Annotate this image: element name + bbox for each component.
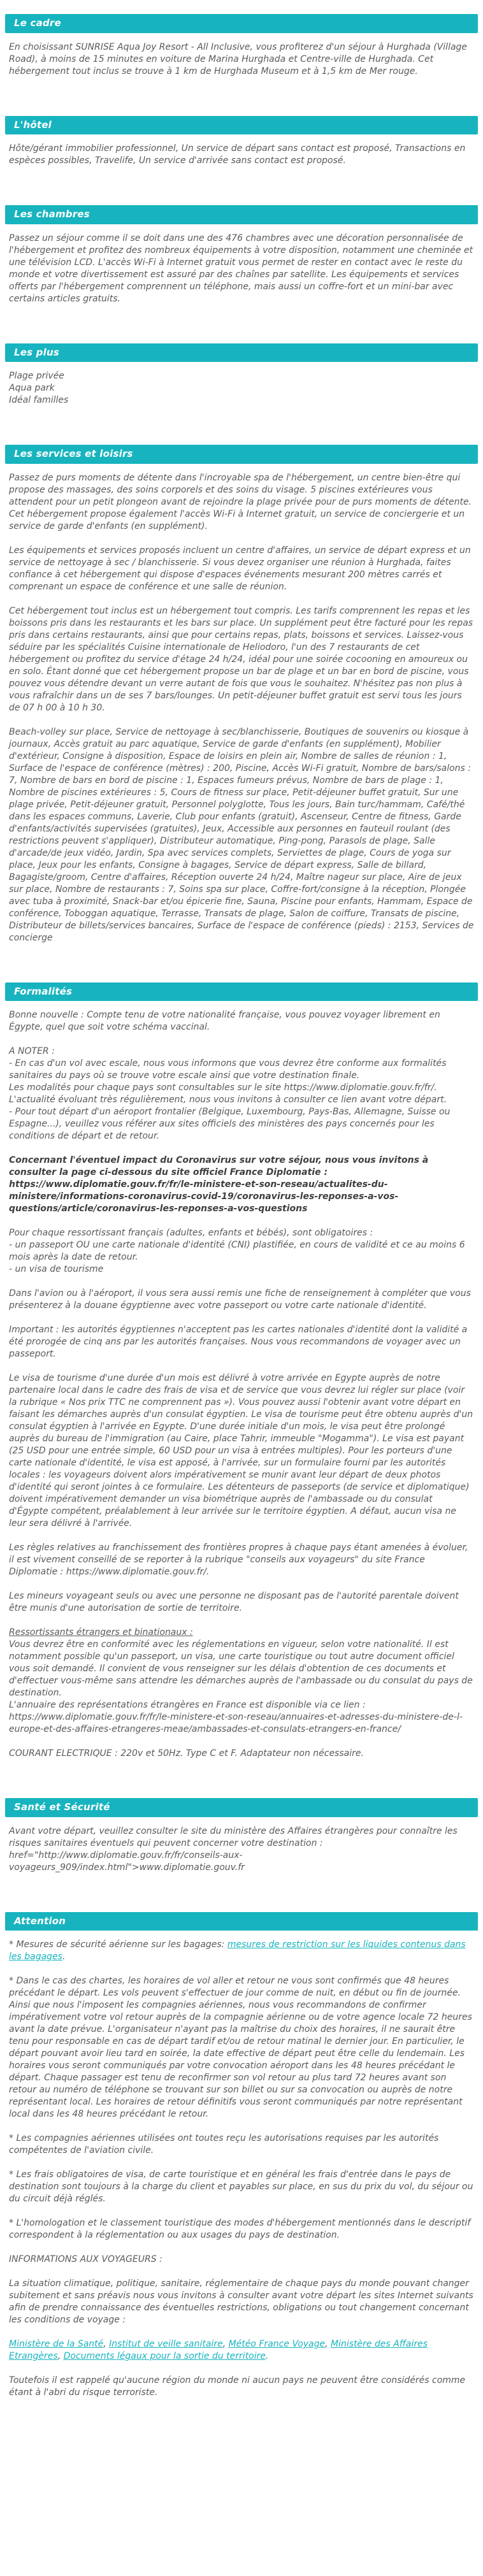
paragraph-mineurs: Les mineurs voyageant seuls ou avec une personne ne disposant pas de l'autorité parentale doivent être munis d'une autorisation de sortie de territoire. <box>9 1591 459 1613</box>
restriction-liquides-link[interactable]: mesures de restriction sur les liquides contenus dans les bagages <box>9 1939 466 1962</box>
attention-item-compagnies-aeriennes: * Les compagnies aériennes utilisées ont toutes reçu les autorisations requises par les autorités compétentes de l'aviation civile. <box>9 2133 439 2155</box>
paragraph-a-noter-aeroport-frontalier: - Pour tout départ d'un aéroport frontalier (Belgique, Luxembourg, Pays-Bas, Allemagne, Suisse ou Espagne...), veuillez vous référer aux sites officiels des ministères des pays concernés pour les conditions de départ et de retour. <box>9 1107 451 1141</box>
section-title-attention: Attention <box>5 1912 478 1931</box>
paragraph-services-tout-inclus: Cet hébergement tout inclus est un hébergement tout compris. Les tarifs comprennent les repas et les boissons pris dans les restaurants et les bars sur place. Un supplément peut être facturé pour les repas pris dans certains restaurants, ainsi que pour certains repas, plats, boissons et services. Laissez-vous séduire par les spécialités Cuisine internationale de Heliodoro, l'un des 7 restaurants de cet hébergement ou profitez du service d'étage 24 h/24, idéal pour une soirée cocooning en amoureux ou en solo. Étant donné que cet hébergement propose un bar de plage et un bar en bord de piscine, vous pouvez vous détendre devant un verre autant de fois que vous le souhaitez. N'hésitez pas non plus à vous rafraîchir dans un de ses 7 bars/lounges. Un petit-déjeuner buffet gratuit est servi tous les jours de 07 h 00 à 10 h 30. <box>9 605 473 713</box>
paragraph-cadre-description: En choisissant SUNRISE Aqua Joy Resort - All Inclusive, vous profiterez d'un séjour à Hurghada (Village Road), à moins de 15 minutes en voiture de Marina Hurghada et Centre-ville de Hurghada. Cet hébergement tout inclus se trouve à 1 km de Hurghada Museum et à 1,5 km de Mer rouge. <box>9 41 468 76</box>
section-sante-securite <box>5 1798 478 1912</box>
section-services-loisirs <box>5 445 478 982</box>
section-title-sante-securite: Santé et Sécurité <box>5 1798 478 1817</box>
institut-veille-sanitaire-link[interactable]: Institut de veille sanitaire <box>109 2339 223 2349</box>
paragraph-avertissement-terrorisme: Toutefois il est rappelé qu'aucune région du monde ni aucun pays ne peuvent être considérés comme étant à l'abri du risque terroriste. <box>9 2375 466 2398</box>
paragraph-a-noter-modalites: Les modalités pour chaque pays sont consultables sur le site https://www.diplomatie.gouv.fr/fr/. L'actualité évoluant très régulièrement, nous vous invitons à consulter ce lien avant votre départ. <box>9 1083 447 1105</box>
attention-bagages-texte: * Mesures de sécurité aérienne sur les bagages: <box>9 1939 227 1950</box>
paragraph-services-liste-equipements: Beach-volley sur place, Service de nettoyage à sec/blanchisserie, Boutiques de souvenirs ou kiosque à journaux, Accès gratuit au parc aquatique, Service de garde d'enfants (en supplément), Mobilier d'extérieur, Consigne à disposition, Espace de loisirs en plein air, Nombre de salles de réunion : 1, Surface de l'espace de conférence (mètres) : 200, Piscine, Accès Wi-Fi gratuit, Nombre de bars/salons : 7, Nombre de bars en bord de piscine : 1, Espaces fumeurs prévus, Nombre de bars de plage : 1, Nombre de piscines extérieures : 5, Cours de fitness sur place, Petit-déjeuner buffet gratuit, Sur une plage privée, Petit-déjeuner gratuit, Personnel polyglotte, Tous les jours, Bain turc/hammam, Café/thé dans les espaces communs, Laverie, Club pour enfants (gratuit), Ascenseur, Centre de fitness, Garde d'enfants/activités supervisées (gratuites), Jeux, Accessible aux personnes en fauteuil roulant (des restrictions peuvent s'appliquer), Distributeur automatique, Ping-pong, Parasols de plage, Salle d'arcade/de jeux vidéo, Jardin, Spa avec services complets, Serviettes de plage, Cours de yoga sur place, Jeux pour les enfants, Consigne à bagages, Service de départ express, Salle de billard, Bagagiste/groom, Centre d'affaires, Réception ouverte 24 h/24, Maître nageur sur place, Aire de jeux sur place, Nombre de restaurants : 7, Soins spa sur place, Coffre-fort/consigne à la réception, Plongée avec tuba à proximité, Snack-bar et/ou épicerie fine, Sauna, Piscine pour enfants, Hammam, Espace de conférence, Toboggan aquatique, Terrasse, Transats de plage, Salon de coiffure, Transats de piscine, Distributeur de billets/services bancaires, Surface de l'espace de conférence (pieds) : 2153, Services de concierge <box>9 726 474 943</box>
paragraph-document-visa: - un visa de tourisme <box>9 1264 104 1274</box>
section-title-chambres: Les chambres <box>5 205 478 224</box>
section-le-cadre <box>5 14 478 116</box>
paragraph-important-cni: Important : les autorités égyptiennes n'acceptent pas les cartes nationales d'identité dont la validité a été prorogée de cinq ans par les autorités françaises. Nous vous recommandons de voyager avec un passeport. <box>9 1325 468 1359</box>
section-body-le-cadre <box>5 33 478 116</box>
paragraph-annuaire-representations: L'annuaire des représentations étrangères en France est disponible via ce lien : https://www.diplomatie.gouv.fr/fr/le-ministere-et-son-reseau/annuaires-et-adresses-du-ministere-de-l-europe-et-des-affaires-etrangeres-meae/ambassades-et-consulats-etrangers-en-france/ <box>9 1700 463 1734</box>
plus-item-plage-privee: Plage privée <box>9 371 64 381</box>
lien-point-final: . <box>266 2351 269 2361</box>
attention-bagages-point: . <box>62 1952 66 1962</box>
section-chambres <box>5 205 478 343</box>
section-body-attention <box>5 1931 478 2437</box>
lien-separateur: , <box>57 2351 64 2361</box>
attention-item-homologation: * L'homologation et le classement touristique des modes d'hébergement mentionnés dans le descriptif correspondent à la réglementation ou aux usages du pays de destination. <box>9 2218 471 2240</box>
section-body-services-loisirs <box>5 464 478 982</box>
paragraph-services-equipements: Les équipements et services proposés incluent un centre d'affaires, un service de départ express et un service de nettoyage à sec / blanchisserie. Si vous devez organiser une réunion à Hurghada, faites confiance à cet hébergement qui dispose d'espaces événements mesurant 200 mètres carrés et comprenant un espace de conférence et une salle de réunion. <box>9 545 471 592</box>
paragraph-documents-obligatoires-intro: Pour chaque ressortissant français (adultes, enfants et bébés), sont obligatoires : <box>9 1228 373 1238</box>
section-title-services-loisirs: Les services et loisirs <box>5 445 478 464</box>
paragraph-hotel-attributes: Hôte/gérant immobilier professionnel, Un service de départ sans contact est proposé, Transactions en espèces possibles, Travelife, Un service d'arrivée sans contact est proposé. <box>9 143 466 166</box>
section-hotel <box>5 116 478 206</box>
section-body-les-plus <box>5 362 478 445</box>
section-body-hotel <box>5 134 478 205</box>
paragraph-covid-intro: Concernant l'éventuel impact du Coronavirus sur votre séjour, nous vous invitons à consulter la page ci-dessous du site officiel France Diplomatie : <box>9 1155 429 1177</box>
section-title-les-plus: Les plus <box>5 343 478 363</box>
section-formalites <box>5 982 478 1799</box>
paragraph-binationaux-texte: Vous devrez être en conformité avec les réglementations en vigueur, selon votre nationalité. Il est notamment possible qu'un passeport, un visa, une carte touristique ou tout autre document officiel vous soit demandé. Il convient de vous renseigner sur les délais d'obtention de ces documents et d'effectuer vous-même sans attendre les démarches auprès de l'ambassade ou du consulat du pays de destination. <box>9 1639 473 1698</box>
paragraph-fiche-renseignement: Dans l'avion ou à l'aéroport, il vous sera aussi remis une fiche de renseignement à compléter que vous présenterez à la douane égyptienne avec votre passeport ou votre carte nationale d'identité. <box>9 1288 471 1311</box>
attention-item-charters-horaires: * Dans le cas des chartes, les horaires de vol aller et retour ne vous sont confirmés que 48 heures précédant le départ. Les vols peuvent s'effectuer de jour comme de nuit, en début ou fin de journée. Ainsi que nous l'imposent les compagnies aériennes, nous vous recommandons de confirmer impérativement votre vol retour auprès de la compagnie aérienne ou de votre agence locale 72 heures avant la date prévue. L'organisateur n'ayant pas la maîtrise du choix des horaires, il ne saurait être tenu pour responsable en cas de départ tardif et/ou de retour matinal le dernier jour. En particulier, le départ pouvant avoir lieu tard en soirée, la date effective de départ peut être celle du lendemain. Les horaires vous seront communiqués par votre convocation aéroport dans les 48 heures précédant le départ. Chaque passager est tenu de reconfirmer son vol retour au plus tard 72 heures avant son retour au numéro de téléphone se trouvant sur son billet ou sur sa convocation ou auprès de notre représentant local. Les horaires de retour définitifs vous seront communiqués par notre représentant local dans les 48 heures précédant le retour. <box>9 1976 472 2119</box>
section-body-sante-securite <box>5 1817 478 1912</box>
section-title-formalites: Formalités <box>5 982 478 1002</box>
section-attention <box>5 1912 478 2438</box>
paragraph-sante-conseil: Avant votre départ, veuillez consulter le site du ministère des Affaires étrangères pour connaître les risques sanitaires éventuels qui peuvent concerner votre destination : href="http://www.diplomatie.gouv.fr/fr/conseils-aux-voyageurs_909/index.html">www.diplomatie.gouv.fr <box>9 1825 458 1873</box>
attention-item-frais-visa: * Les frais obligatoires de visa, de carte touristique et en général les frais d'entrée dans le pays de destination sont toujours à la charge du client et payables sur place, en sus du prix du vol, du séjour ou du circuit déjà réglés. <box>9 2169 473 2204</box>
paragraph-covid-url: https://www.diplomatie.gouv.fr/fr/le-ministere-et-son-reseau/actualites-du-ministere/informations-coronavirus-covid-19/coronavirus-les-reponses-a-vos-questions/article/coronavirus-les-reponses-a-vos-questions <box>9 1179 399 1214</box>
liens-informations-voyageurs <box>9 2338 474 2363</box>
section-body-chambres <box>5 224 478 343</box>
plus-item-ideal-familles: Idéal familles <box>9 395 69 405</box>
documents-legaux-sortie-territoire-link[interactable]: Documents légaux pour la sortie du territoire <box>63 2351 266 2361</box>
lien-separateur: , <box>222 2339 229 2349</box>
section-title-hotel: L'hôtel <box>5 116 478 135</box>
paragraph-document-passeport: - un passeport OU une carte nationale d'identité (CNI) plastifiée, en cours de validité et ce au moins 6 mois après la date de retour. <box>9 1240 465 1262</box>
informations-voyageurs-titre: INFORMATIONS AUX VOYAGEURS : <box>9 2254 162 2264</box>
paragraph-visa-tourisme: Le visa de tourisme d'une durée d'un mois est délivré à votre arrivée en Egypte auprès de notre partenaire local dans le cadre des frais de visa et de service que vous devrez lui régler sur place (voir la rubrique « Nos prix TTC ne comprennent pas »). Vous pouvez aussi l'obtenir avant votre départ en faisant les démarches auprès d'un consulat égyptien. Le visa de tourisme peut être obtenu auprès d'un consulat égyptien à l'arrivée en Egypte. D'une durée initiale d'un mois, le visa peut être prolongé auprès du bureau de l'immigration (au Caire, place Tahrir, immeuble "Mogamma"). Le visa est payant (25 USD pour une entrée simple, 60 USD pour un visa à entrées multiples). Pour les porteurs d'une carte nationale d'identité, le visa est apposé, à l'arrivée, sur un formulaire fourni par les autorités locales : les voyageurs doivent alors impérativement se munir avant leur départ de deux photos d'identité qui seront jointes à ce formulaire. Les détenteurs de passeports (de service et diplomatique) doivent impérativement demander un visa biométrique auprès de l'ambassade ou du consulat d'Égypte compétent, préalablement à leur arrivée sur le territoire égyptien. A défaut, aucun visa ne leur sera délivré à l'arrivée. <box>9 1373 473 1529</box>
paragraph-situation-pays: La situation climatique, politique, sanitaire, réglementaire de chaque pays du monde pouvant changer subitement et sans préavis nous vous invitons à consulter avant votre départ les sites Internet suivants afin de prendre connaissance des éventuelles restrictions, obligations ou tout changement concernant les conditions de voyage : <box>9 2278 473 2325</box>
attention-item-bagages <box>9 1939 474 1963</box>
paragraph-courant-electrique: COURANT ELECTRIQUE : 220v et 50Hz. Type C et F. Adaptateur non nécessaire. <box>9 1748 364 1759</box>
lien-separateur: , <box>103 2339 110 2349</box>
meteo-france-voyage-link[interactable]: Météo France Voyage <box>228 2339 326 2349</box>
paragraph-formalites-intro: Bonne nouvelle : Compte tenu de votre nationalité française, vous pouvez voyager librement en Égypte, quel que soit votre schéma vaccinal. <box>9 1010 440 1032</box>
paragraph-a-noter-title: A NOTER : <box>9 1046 55 1056</box>
paragraph-services-spa: Passez de purs moments de détente dans l'incroyable spa de l'hébergement, un centre bien-être qui propose des massages, des soins corporels et des soins du visage. 5 piscines extérieures vous attendent pour un petit plongeon avant de rejoindre la plage privée pour de purs moments de détente. Cet hébergement propose également l'accès Wi-Fi à Internet gratuit, un service de conciergerie et un service de garde d'enfants (en supplément). <box>9 472 472 531</box>
plus-item-aqua-park: Aqua park <box>9 383 55 393</box>
paragraph-a-noter-escale: - En cas d'un vol avec escale, nous vous informons que vous devrez être conforme aux formalités sanitaires du pays où se trouve votre escale ainsi que votre destination finale. <box>9 1058 447 1081</box>
paragraph-chambres-description: Passez un séjour comme il se doit dans une des 476 chambres avec une décoration personnalisée de l'hébergement et profitez des nombreux équipements à votre disposition, notamment une cheminée et une télévision LCD. L'accès Wi-Fi à Internet gratuit vous permet de rester en contact avec le reste du monde et votre divertissement est assuré par des chaînes par satellite. Les équipements et services offerts par l'hébergement comprennent un téléphone, mais aussi un coffre-fort et un mini-bar avec certains articles gratuits. <box>9 233 473 304</box>
ministere-affaires-etrangeres-link[interactable]: Ministère des Affaires Etrangères <box>9 2339 428 2361</box>
lien-separateur: , <box>325 2339 331 2349</box>
section-body-formalites <box>5 1001 478 1798</box>
section-les-plus <box>5 343 478 445</box>
ministere-sante-link[interactable]: Ministère de la Santé <box>9 2339 104 2349</box>
section-title-le-cadre: Le cadre <box>5 14 478 33</box>
paragraph-regles-frontieres: Les règles relatives au franchissement des frontières propres à chaque pays étant amenées à évoluer, il est vivement conseillé de se reporter à la rubrique "conseils aux voyageurs" du site France Diplomatie : https://www.diplomatie.gouv.fr/. <box>9 1543 468 1577</box>
paragraph-binationaux-titre: Ressortissants étrangers et binationaux : <box>9 1627 193 1637</box>
